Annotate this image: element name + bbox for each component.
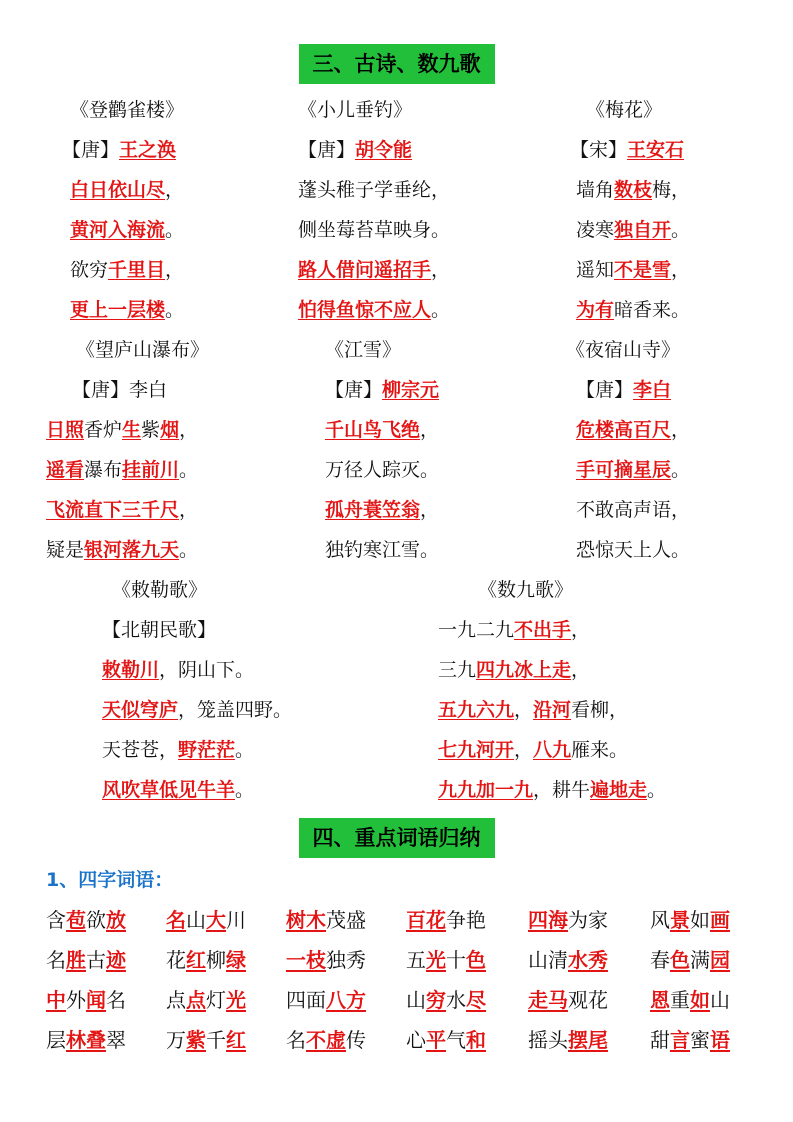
- poem-title: 《夜宿山寺》: [566, 339, 681, 361]
- plain-text: 心: [406, 1028, 426, 1052]
- idiom-row: [46, 900, 766, 940]
- plain-text: 。: [671, 219, 691, 241]
- highlighted-answer: 林叠: [66, 1028, 106, 1052]
- plain-text: 【北朝民歌】: [102, 619, 217, 641]
- plain-text: 遥知: [576, 259, 615, 281]
- highlighted-answer: 迹: [106, 948, 126, 972]
- plain-text: 。: [165, 219, 185, 241]
- plain-text: 万径人踪灭。: [325, 459, 440, 481]
- plain-text: 【唐】: [298, 139, 356, 161]
- poem-line: [325, 490, 439, 530]
- plain-text: ，: [420, 499, 440, 521]
- plain-text: ，笼盖四野。: [178, 699, 293, 721]
- poem-line: [70, 290, 184, 330]
- poem-line: [576, 290, 690, 330]
- idiom-item: [166, 980, 246, 1020]
- highlighted-answer: 园: [710, 948, 730, 972]
- highlighted-answer: 红: [186, 948, 206, 972]
- plain-text: 观花: [568, 988, 608, 1012]
- poem-wanglushanpubu: [46, 330, 209, 570]
- poem-line: [576, 170, 690, 210]
- highlighted-answer: 大: [206, 908, 226, 932]
- idiom-item: [406, 980, 486, 1020]
- highlighted-answer: 更上一层楼: [70, 299, 166, 321]
- plain-text: 独秀: [326, 948, 366, 972]
- plain-text: 古: [86, 948, 106, 972]
- plain-text: 川: [226, 908, 246, 932]
- poem-line: [576, 410, 690, 450]
- idiom-item: [406, 900, 486, 940]
- poem-line: [298, 290, 450, 330]
- poem-title: 《小儿垂钓》: [298, 99, 413, 121]
- highlighted-answer: 一枝: [286, 948, 326, 972]
- highlighted-answer: 银河落九天: [84, 539, 180, 561]
- poem-line: [325, 410, 439, 450]
- poem-meihua: [570, 90, 691, 330]
- highlighted-answer: 四海: [528, 908, 568, 932]
- highlighted-answer: 五九六九: [438, 699, 515, 721]
- plain-text: 。: [165, 299, 185, 321]
- idiom-item: [406, 940, 486, 980]
- highlighted-answer: 恩: [650, 988, 670, 1012]
- poem-line: [325, 530, 439, 570]
- highlighted-answer: 敕勒川: [102, 659, 160, 681]
- highlighted-answer: 放: [106, 908, 126, 932]
- idiom-item: [286, 980, 366, 1020]
- plain-text: 名: [46, 948, 66, 972]
- poem-line: [576, 210, 690, 250]
- highlighted-answer: 景: [670, 908, 690, 932]
- highlighted-answer: 苞: [66, 908, 86, 932]
- highlighted-answer: 四九冰上走: [476, 659, 572, 681]
- highlighted-answer: 黄河入海流: [70, 219, 166, 241]
- plain-text: 五: [406, 948, 426, 972]
- poem-dengguanquelou: [62, 90, 185, 330]
- section-three-header: 三、古诗、数九歌: [299, 44, 495, 84]
- plain-text: 十: [446, 948, 466, 972]
- highlighted-answer: 挂前川: [122, 459, 180, 481]
- plain-text: ，: [165, 179, 185, 201]
- highlighted-answer: 如: [690, 988, 710, 1012]
- plain-text: 山清: [528, 948, 568, 972]
- highlighted-answer: 水秀: [568, 948, 608, 972]
- plain-text: 。: [235, 779, 255, 801]
- plain-text: 春: [650, 948, 670, 972]
- highlighted-answer: 色: [670, 948, 690, 972]
- highlighted-answer: 危楼高百尺: [576, 419, 672, 441]
- poem-line: [70, 210, 184, 250]
- highlighted-answer: 白日依山尽: [70, 179, 166, 201]
- highlighted-answer: 柳宗元: [382, 379, 440, 401]
- plain-text: 天苍苍，: [102, 739, 179, 761]
- plain-text: 花: [166, 948, 186, 972]
- plain-text: 紫: [141, 419, 161, 441]
- poem-line: [438, 770, 666, 810]
- plain-text: 疑是: [46, 539, 85, 561]
- plain-text: ，: [420, 419, 440, 441]
- poem-shujiuge: [438, 570, 666, 810]
- plain-text: ，: [179, 419, 199, 441]
- plain-text: 【唐】: [325, 379, 383, 401]
- highlighted-answer: 画: [710, 908, 730, 932]
- highlighted-answer: 色: [466, 948, 486, 972]
- poem-author: [325, 370, 439, 410]
- plain-text: 万: [166, 1028, 186, 1052]
- highlighted-answer: 胡令能: [355, 139, 413, 161]
- highlighted-answer: 光: [426, 948, 446, 972]
- plain-text: 千: [206, 1028, 226, 1052]
- plain-text: 名: [286, 1028, 306, 1052]
- plain-text: 一九二九: [438, 619, 515, 641]
- idiom-item: [528, 940, 608, 980]
- plain-text: 争艳: [446, 908, 486, 932]
- plain-text: 重: [670, 988, 690, 1012]
- plain-text: 。: [431, 299, 451, 321]
- highlighted-answer: 野茫茫: [178, 739, 236, 761]
- poem-title: 《数九歌》: [478, 579, 574, 601]
- poem-chilege: [102, 570, 292, 810]
- poem-title: 《登鹳雀楼》: [70, 99, 185, 121]
- plain-text: 灯: [206, 988, 226, 1012]
- section-four-header: 四、重点词语归纳: [299, 818, 495, 858]
- plain-text: 瀑布: [84, 459, 123, 481]
- highlighted-answer: 数枝: [614, 179, 653, 201]
- highlighted-answer: 中: [46, 988, 66, 1012]
- plain-text: ，耕牛: [533, 779, 591, 801]
- highlighted-answer: 沿河: [533, 699, 572, 721]
- highlighted-answer: 绿: [226, 948, 246, 972]
- poem-title: 《梅花》: [586, 99, 663, 121]
- highlighted-answer: 摆尾: [568, 1028, 608, 1052]
- plain-text: 山: [406, 988, 426, 1012]
- highlighted-answer: 千山鸟飞绝: [325, 419, 421, 441]
- highlighted-answer: 李白: [633, 379, 672, 401]
- highlighted-answer: 走马: [528, 988, 568, 1012]
- idiom-item: [528, 900, 608, 940]
- plain-text: 水: [446, 988, 466, 1012]
- highlighted-answer: 红: [226, 1028, 246, 1052]
- plain-text: 名: [106, 988, 126, 1012]
- highlighted-answer: 七九河开: [438, 739, 515, 761]
- plain-text: ，阴山下。: [159, 659, 255, 681]
- highlighted-answer: 风吹草低见牛羊: [102, 779, 236, 801]
- poem-author: [102, 610, 292, 650]
- highlighted-answer: 路人借问遥招手: [298, 259, 432, 281]
- plain-text: 山: [710, 988, 730, 1012]
- highlighted-answer: 不出手: [514, 619, 572, 641]
- poem-xiaoerchuidiao: [298, 90, 450, 330]
- highlighted-answer: 日照: [46, 419, 85, 441]
- poem-line: [70, 170, 184, 210]
- plain-text: 外: [66, 988, 86, 1012]
- plain-text: 【宋】: [570, 139, 628, 161]
- plain-text: ，: [514, 739, 534, 761]
- plain-text: 蜜: [690, 1028, 710, 1052]
- plain-text: 蓬头稚子学垂纶，: [298, 179, 451, 201]
- idiom-item: [46, 1020, 126, 1060]
- highlighted-answer: 遍地走: [590, 779, 648, 801]
- highlighted-answer: 不虚: [306, 1028, 346, 1052]
- plain-text: 四面: [286, 988, 326, 1012]
- idiom-item: [528, 1020, 608, 1060]
- plain-text: 【唐】: [62, 139, 120, 161]
- poem-line: [325, 450, 439, 490]
- poem-line: [438, 610, 666, 650]
- poem-line: [46, 450, 209, 490]
- plain-text: 如: [690, 908, 710, 932]
- idiom-row: [46, 1020, 766, 1060]
- highlighted-answer: 胜: [66, 948, 86, 972]
- poem-line: [576, 530, 690, 570]
- plain-text: ，: [571, 659, 591, 681]
- idiom-item: [286, 900, 366, 940]
- four-char-words-subtitle: 1、四字词语：: [46, 869, 174, 891]
- highlighted-answer: 语: [710, 1028, 730, 1052]
- highlighted-answer: 王安石: [627, 139, 685, 161]
- poem-line: [102, 650, 292, 690]
- poem-title: 《江雪》: [325, 339, 402, 361]
- plain-text: ，: [179, 499, 199, 521]
- plain-text: 。: [235, 739, 255, 761]
- idiom-item: [166, 940, 246, 980]
- plain-text: 不敢高声语，: [576, 499, 691, 521]
- plain-text: 翠: [106, 1028, 126, 1052]
- highlighted-answer: 紫: [186, 1028, 206, 1052]
- plain-text: ，: [165, 259, 185, 281]
- plain-text: 暗香来。: [614, 299, 691, 321]
- plain-text: 凌寒: [576, 219, 615, 241]
- idiom-item: [650, 1020, 730, 1060]
- plain-text: ，: [671, 259, 691, 281]
- plain-text: 传: [346, 1028, 366, 1052]
- plain-text: 恐惊天上人。: [576, 539, 691, 561]
- idiom-item: [286, 940, 366, 980]
- plain-text: 层: [46, 1028, 66, 1052]
- poem-line: [298, 250, 450, 290]
- plain-text: 茂盛: [326, 908, 366, 932]
- highlighted-answer: 天似穹庐: [102, 699, 179, 721]
- plain-text: 。: [671, 459, 691, 481]
- highlighted-answer: 孤舟蓑笠翁: [325, 499, 421, 521]
- highlighted-answer: 闻: [86, 988, 106, 1012]
- highlighted-answer: 光: [226, 988, 246, 1012]
- poem-line: [102, 690, 292, 730]
- plain-text: ，: [571, 619, 591, 641]
- plain-text: 气: [446, 1028, 466, 1052]
- plain-text: 满: [690, 948, 710, 972]
- highlighted-answer: 点: [186, 988, 206, 1012]
- plain-text: 。: [179, 539, 199, 561]
- plain-text: 梅，: [652, 179, 691, 201]
- highlighted-answer: 为有: [576, 299, 615, 321]
- plain-text: 。: [179, 459, 199, 481]
- poem-line: [438, 690, 666, 730]
- highlighted-answer: 不是雪: [614, 259, 672, 281]
- highlighted-answer: 平: [426, 1028, 446, 1052]
- plain-text: 【唐】: [576, 379, 634, 401]
- plain-text: 摇头: [528, 1028, 568, 1052]
- highlighted-answer: 八九: [533, 739, 572, 761]
- idiom-grid: [46, 900, 766, 1060]
- idiom-item: [46, 980, 126, 1020]
- plain-text: 欲: [86, 908, 106, 932]
- highlighted-answer: 穷: [426, 988, 446, 1012]
- poem-line: [46, 530, 209, 570]
- plain-text: 墙角: [576, 179, 615, 201]
- poem-author: [298, 130, 450, 170]
- highlighted-answer: 烟: [160, 419, 180, 441]
- poem-line: [70, 250, 184, 290]
- idiom-item: [166, 1020, 246, 1060]
- plain-text: 。: [647, 779, 667, 801]
- poem-jiangxue: [325, 330, 439, 570]
- plain-text: 看柳，: [571, 699, 629, 721]
- poem-yesushansi: [566, 330, 691, 570]
- poem-line: [46, 490, 209, 530]
- idiom-item: [650, 980, 730, 1020]
- highlighted-answer: 怕得鱼惊不应人: [298, 299, 432, 321]
- idiom-item: [46, 900, 126, 940]
- highlighted-answer: 飞流直下三千尺: [46, 499, 180, 521]
- poem-line: [576, 490, 690, 530]
- highlighted-answer: 尽: [466, 988, 486, 1012]
- highlighted-answer: 独自开: [614, 219, 672, 241]
- poem-line: [298, 210, 450, 250]
- poem-line: [298, 170, 450, 210]
- plain-text: 侧坐莓苔草映身。: [298, 219, 451, 241]
- highlighted-answer: 千里目: [108, 259, 166, 281]
- plain-text: 香炉: [84, 419, 123, 441]
- highlighted-answer: 生: [122, 419, 142, 441]
- plain-text: 独钓寒江雪。: [325, 539, 440, 561]
- plain-text: 含: [46, 908, 66, 932]
- idiom-row: [46, 940, 766, 980]
- poem-author: [62, 130, 184, 170]
- idiom-item: [650, 940, 730, 980]
- poem-line: [576, 250, 690, 290]
- poem-line: [576, 450, 690, 490]
- highlighted-answer: 名: [166, 908, 186, 932]
- plain-text: 三九: [438, 659, 477, 681]
- plain-text: 点: [166, 988, 186, 1012]
- poem-author: [570, 130, 690, 170]
- poem-title: 《敕勒歌》: [112, 579, 208, 601]
- idiom-item: [406, 1020, 486, 1060]
- plain-text: ，: [431, 259, 451, 281]
- idiom-item: [286, 1020, 366, 1060]
- plain-text: 柳: [206, 948, 226, 972]
- plain-text: 山: [186, 908, 206, 932]
- plain-text: 欲穷: [70, 259, 109, 281]
- highlighted-answer: 言: [670, 1028, 690, 1052]
- plain-text: ，: [671, 419, 691, 441]
- idiom-item: [46, 940, 126, 980]
- highlighted-answer: 八方: [326, 988, 366, 1012]
- poem-title: 《望庐山瀑布》: [76, 339, 210, 361]
- poem-line: [438, 650, 666, 690]
- poem-line: [46, 410, 209, 450]
- highlighted-answer: 和: [466, 1028, 486, 1052]
- poem-author: [72, 370, 209, 410]
- poem-line: [102, 770, 292, 810]
- plain-text: 【唐】李白: [72, 379, 168, 401]
- plain-text: 风: [650, 908, 670, 932]
- idiom-item: [166, 900, 246, 940]
- plain-text: ，: [514, 699, 534, 721]
- highlighted-answer: 遥看: [46, 459, 85, 481]
- highlighted-answer: 百花: [406, 908, 446, 932]
- plain-text: 甜: [650, 1028, 670, 1052]
- highlighted-answer: 手可摘星辰: [576, 459, 672, 481]
- idiom-item: [650, 900, 730, 940]
- highlighted-answer: 王之涣: [119, 139, 177, 161]
- idiom-item: [528, 980, 608, 1020]
- plain-text: 雁来。: [571, 739, 629, 761]
- poem-author: [576, 370, 690, 410]
- poem-line: [438, 730, 666, 770]
- poem-line: [102, 730, 292, 770]
- plain-text: 为家: [568, 908, 608, 932]
- highlighted-answer: 九九加一九: [438, 779, 534, 801]
- highlighted-answer: 树木: [286, 908, 326, 932]
- idiom-row: [46, 980, 766, 1020]
